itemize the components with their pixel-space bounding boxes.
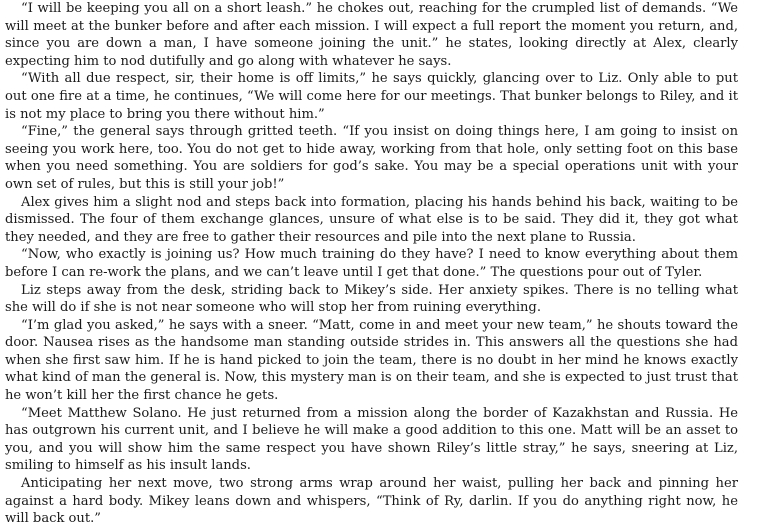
paragraph-9: Anticipating her next move, two strong arms wrap around her waist, pulling her back and pinning her against a hard body. Mikey leans down and whispers, “Think of Ry, darlin. If you do anything right now, he will back out.”	[5, 476, 738, 527]
paragraph-4: Alex gives him a slight nod and steps back into formation, placing his hands behind his back, waiting to be dismissed. The four of them exchange glances, unsure of what else is to be said. They did it, they got what they needed, and they are free to gather their resources and pile into the next plane to Russia.	[5, 194, 738, 245]
paragraph-1: “I will be keeping you all on a short leash.” he chokes out, reaching for the crumpled list of demands. “We will meet at the bunker before and after each mission. I will expect a full report the moment you return, and, since you are down a man, I have someone joining the unit.” he states, looking directly at Alex, clearly expecting him to nod dutifully and go along with whatever he says.	[5, 1, 738, 69]
paragraph-7: “I’m glad you asked,” he says with a sneer. “Matt, come in and meet your new team,” he shouts toward the door. Nausea rises as the handsome man standing outside strides in. This answers all the questions she had when she first saw him. If he is hand picked to join the team, there is no doubt in her mind he knows exactly what kind of man the general is. Now, this mystery man is on their team, and she is expected to just trust that he won’t kill her the first chance he gets.	[5, 317, 738, 404]
paragraph-5: “Now, who exactly is joining us? How much training do they have? I need to know everything about them before I can re-work the plans, and we can’t leave until I get that done.” The questions pour out of Tyler.	[5, 247, 738, 280]
paragraph-8: “Meet Matthew Solano. He just returned from a mission along the border of Kazakhstan and Russia. He has outgrown his current unit, and I believe he will make a good addition to this one. Matt will be an asset to you, and you will show him the same respect you have shown Riley’s little stray,” he says, sneering at Liz, smiling to himself as his insult lands.	[5, 405, 738, 474]
paragraph-3: “Fine,” the general says through gritted teeth. “If you insist on doing things here, I am going to insist on seeing you work here, too. You do not get to hide away, working from that hole, only setting foot on this base when you need something. You are soldiers for god’s sake. You may be a special operations unit with your own set of rules, but this is still your job!”	[5, 124, 738, 192]
document-page	[5, 0, 738, 528]
paragraph-2: “With all due respect, sir, their home is off limits,” he says quickly, glancing over to Liz. Only able to put out one fire at a time, he continues, “We will come here for our meetings. That bunker belongs to Riley, and it is not my place to bring you there without him.”	[5, 71, 738, 122]
paragraph-6: Liz steps away from the desk, striding back to Mikey’s side. Her anxiety spikes. There is no telling what she will do if she is not near someone who will stop her from ruining everything.	[5, 282, 738, 316]
